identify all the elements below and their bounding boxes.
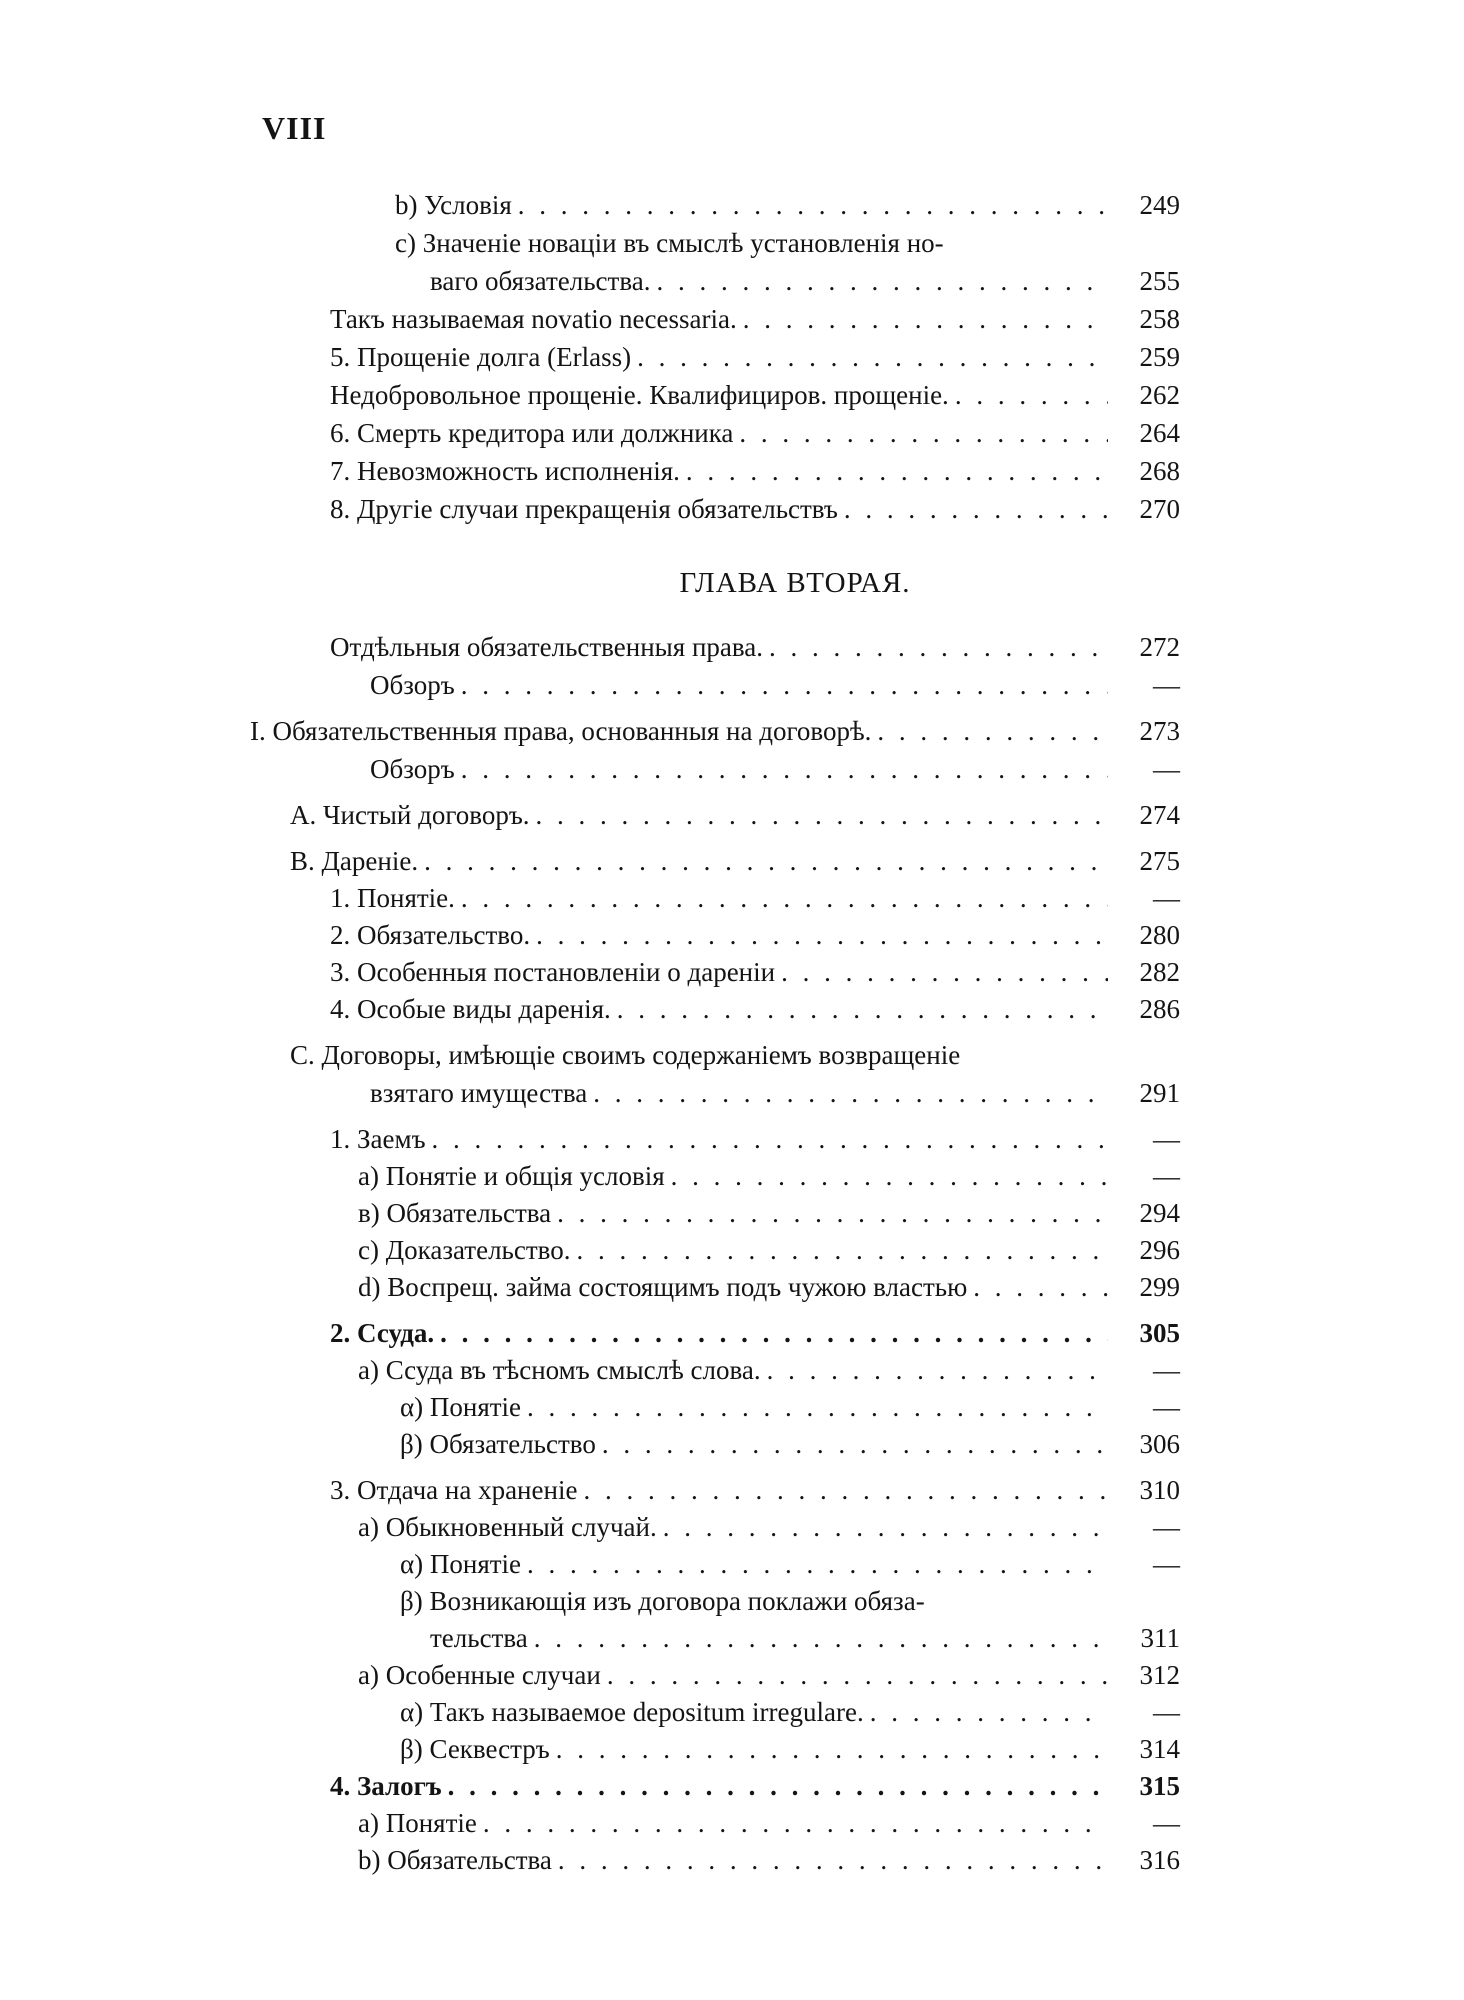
dot-leader [769, 628, 1108, 666]
toc-entry-page: 311 [1140, 1623, 1180, 1653]
toc-entry [250, 1314, 1180, 1352]
toc-entry [250, 1583, 1180, 1620]
dot-leader [558, 1842, 1108, 1879]
toc-entry-page: — [1153, 1697, 1180, 1727]
toc-entry [250, 1546, 1180, 1583]
toc-entry [250, 1426, 1180, 1463]
dot-leader [656, 262, 1108, 300]
toc-entry-label: a) Понятіе и общія условія [358, 1161, 665, 1191]
toc-entry-label: c) Значеніе новаціи въ смыслѣ установленія но- [395, 228, 944, 258]
toc-entry-label: Такъ называемая novatio necessaria. [330, 304, 737, 334]
toc-entry-page: 272 [1139, 632, 1180, 662]
toc-entry-label: 7. Невозможность исполненія. [330, 456, 680, 486]
toc-entry-page: 315 [1139, 1771, 1180, 1801]
toc-entry [250, 1389, 1180, 1426]
dot-leader [461, 750, 1108, 788]
toc-entry-label: A. Чистый договоръ. [290, 800, 530, 830]
toc-entry [250, 452, 1180, 490]
dot-leader [607, 1657, 1108, 1694]
toc-entry-page: — [1153, 1512, 1180, 1542]
toc-entry [250, 1768, 1180, 1805]
dot-leader [602, 1426, 1108, 1463]
toc-entry-page: 280 [1139, 920, 1180, 950]
dot-leader [534, 1620, 1108, 1657]
dot-leader [955, 376, 1108, 414]
dot-leader [583, 1471, 1108, 1509]
toc-entry-page: 270 [1139, 494, 1180, 524]
toc-entry [250, 954, 1180, 991]
toc-entry-page: — [1153, 670, 1180, 700]
toc-entry-label: b) Условія [395, 190, 512, 220]
toc-entry-page: — [1153, 1392, 1180, 1422]
toc-entry-page: 305 [1139, 1318, 1180, 1348]
toc-entry [250, 991, 1180, 1028]
dot-leader [448, 1768, 1108, 1805]
dot-leader [424, 842, 1108, 880]
toc-entry-page: 296 [1139, 1235, 1180, 1265]
toc-entry [250, 490, 1180, 528]
toc-entry-label: a) Особенные случаи [358, 1660, 601, 1690]
toc-entry-label: a) Обыкновенный случай. [358, 1512, 657, 1542]
toc-entry-label: a) Ссуда въ тѣсномъ смыслѣ слова. [358, 1355, 761, 1385]
dot-leader [671, 1158, 1108, 1195]
toc-entry-page: 310 [1139, 1475, 1180, 1505]
toc-entry [250, 842, 1180, 880]
toc-entry-label: Отдѣльныя обязательственныя права. [330, 632, 764, 662]
toc-entry [250, 1036, 1180, 1074]
toc-entry [250, 1509, 1180, 1546]
toc-entry-label: 3. Особенныя постановленіи о дареніи [330, 957, 776, 987]
toc-entry-page: 294 [1139, 1198, 1180, 1228]
dot-leader [518, 186, 1108, 224]
toc-entry [250, 750, 1180, 788]
toc-entry-label: 1. Понятіе. [330, 883, 455, 913]
dot-leader [637, 338, 1108, 376]
toc-entry [250, 1620, 1180, 1657]
toc-entry-label: α) Понятіе [400, 1549, 522, 1579]
dot-leader [870, 1694, 1108, 1731]
toc-entry-label: 2. Ссуда. [330, 1318, 435, 1348]
toc-entry-label: α) Такъ называемое depositum irregulare. [400, 1697, 864, 1727]
toc-entry-page: 264 [1139, 418, 1180, 448]
dot-leader [576, 1232, 1108, 1269]
dot-leader [844, 490, 1108, 528]
dot-leader [973, 1269, 1108, 1306]
dot-leader [536, 917, 1108, 954]
toc-entry-page: 255 [1139, 266, 1180, 296]
toc-entry [250, 917, 1180, 954]
dot-leader [781, 954, 1108, 991]
toc-entry-label: тельства [430, 1623, 528, 1653]
toc-entry [250, 186, 1180, 224]
toc-entry-label: β) Обязательство [400, 1429, 596, 1459]
toc-entry-label: b) Обязательства [358, 1845, 552, 1875]
dot-leader [877, 712, 1108, 750]
toc-entry [250, 1232, 1180, 1269]
toc-entry-label: Обзоръ [370, 754, 455, 784]
toc-entry-page: — [1153, 1355, 1180, 1385]
toc-entry-page: 275 [1139, 846, 1180, 876]
toc-entry-label: 5. Прощеніе долга (Erlass) [330, 342, 632, 372]
toc-entry-page: 273 [1139, 716, 1180, 746]
toc-entry-label: в) Обязательства [358, 1198, 552, 1228]
toc-entry-page: 286 [1139, 994, 1180, 1024]
dot-leader [536, 796, 1108, 834]
toc-entry [250, 1842, 1180, 1879]
toc-entry [250, 414, 1180, 452]
toc-entry-label: a) Понятіе [358, 1808, 477, 1838]
toc-entry [250, 712, 1180, 750]
dot-leader [527, 1389, 1108, 1426]
page-number: VIII [262, 110, 327, 146]
toc-entry-label: 6. Смерть кредитора или должника [330, 418, 734, 448]
toc-entry [250, 1657, 1180, 1694]
toc-entry-label: 4. Особые виды даренія. [330, 994, 611, 1024]
toc-entry [250, 1731, 1180, 1768]
toc-entry [250, 1074, 1180, 1112]
toc-entry-page: 291 [1139, 1078, 1180, 1108]
toc-entry [250, 1471, 1180, 1509]
dot-leader [593, 1074, 1108, 1112]
dot-leader [432, 1120, 1108, 1158]
dot-leader [767, 1352, 1108, 1389]
toc-entry-page: — [1153, 883, 1180, 913]
toc-entry-page: 258 [1139, 304, 1180, 334]
dot-leader [461, 666, 1108, 704]
toc-entry-page: — [1153, 1161, 1180, 1191]
table-of-contents [250, 186, 1180, 1879]
toc-entry-page: 282 [1139, 957, 1180, 987]
dot-leader [663, 1509, 1108, 1546]
toc-entry [250, 1195, 1180, 1232]
toc-entry-label: C. Договоры, имѣющіе своимъ содержаніемъ возвращеніе [290, 1040, 961, 1070]
dot-leader [527, 1546, 1108, 1583]
toc-entry-label: 4. Залогъ [330, 1771, 442, 1801]
dot-leader [461, 880, 1108, 917]
dot-leader [617, 991, 1108, 1028]
toc-entry [250, 262, 1180, 300]
toc-entry-label: 8. Другіе случаи прекращенія обязательствъ [330, 494, 838, 524]
toc-entry [250, 628, 1180, 666]
toc-entry-page: — [1153, 1808, 1180, 1838]
toc-entry [250, 1805, 1180, 1842]
toc-entry [250, 224, 1180, 262]
toc-entry-label: I. Обязательственныя права, основанныя на договорѣ. [250, 716, 872, 746]
toc-entry-page: 274 [1139, 800, 1180, 830]
toc-entry [250, 1694, 1180, 1731]
toc-entry-page: 262 [1139, 380, 1180, 410]
toc-entry-page: 306 [1139, 1429, 1180, 1459]
toc-entry-page: — [1153, 754, 1180, 784]
toc-entry-label: c) Доказательство. [358, 1235, 571, 1265]
toc-entry [250, 376, 1180, 414]
toc-entry-label: Обзоръ [370, 670, 455, 700]
toc-entry-label: Недобровольное прощеніе. Квалифициров. прощеніе. [330, 380, 949, 410]
toc-entry-label: 3. Отдача на храненіе [330, 1475, 578, 1505]
dot-leader [557, 1195, 1108, 1232]
toc-entry [250, 1158, 1180, 1195]
toc-entry-page: 259 [1139, 342, 1180, 372]
toc-entry-label: β) Возникающія изъ договора поклажи обяза- [400, 1586, 925, 1616]
toc-entry [250, 1269, 1180, 1306]
dot-leader [743, 300, 1108, 338]
toc-entry-label: B. Дареніе. [290, 846, 419, 876]
toc-entry [250, 1120, 1180, 1158]
toc-entry-label: 1. Заемъ [330, 1124, 426, 1154]
toc-entry-page: — [1153, 1124, 1180, 1154]
toc-entry-label: d) Воспрещ. займа состоящимъ подъ чужою властью [358, 1272, 968, 1302]
toc-entry-page: 249 [1139, 190, 1180, 220]
toc-entry-label: взятаго имущества [370, 1078, 588, 1108]
toc-entry [250, 300, 1180, 338]
chapter-heading: ГЛАВА ВТОРАЯ. [679, 567, 911, 599]
toc-entry [250, 1352, 1180, 1389]
toc-entry-label: 2. Обязательство. [330, 920, 531, 950]
toc-entry-page: 316 [1139, 1845, 1180, 1875]
toc-entry-page: 268 [1139, 456, 1180, 486]
toc-entry-label: ваго обязательства. [430, 266, 651, 296]
toc-entry [250, 666, 1180, 704]
toc-entry-page: 299 [1139, 1272, 1180, 1302]
toc-entry [250, 796, 1180, 834]
dot-leader [556, 1731, 1108, 1768]
toc-entry [250, 338, 1180, 376]
dot-leader [483, 1805, 1108, 1842]
toc-entry-label: α) Понятіе [400, 1392, 522, 1422]
dot-leader [686, 452, 1108, 490]
dot-leader [440, 1314, 1108, 1352]
toc-entry-label: β) Секвестръ [400, 1734, 550, 1764]
toc-entry-page: — [1153, 1549, 1180, 1579]
toc-entry-page: 314 [1139, 1734, 1180, 1764]
toc-entry [250, 880, 1180, 917]
toc-entry-page: 312 [1139, 1660, 1180, 1690]
dot-leader [739, 414, 1108, 452]
